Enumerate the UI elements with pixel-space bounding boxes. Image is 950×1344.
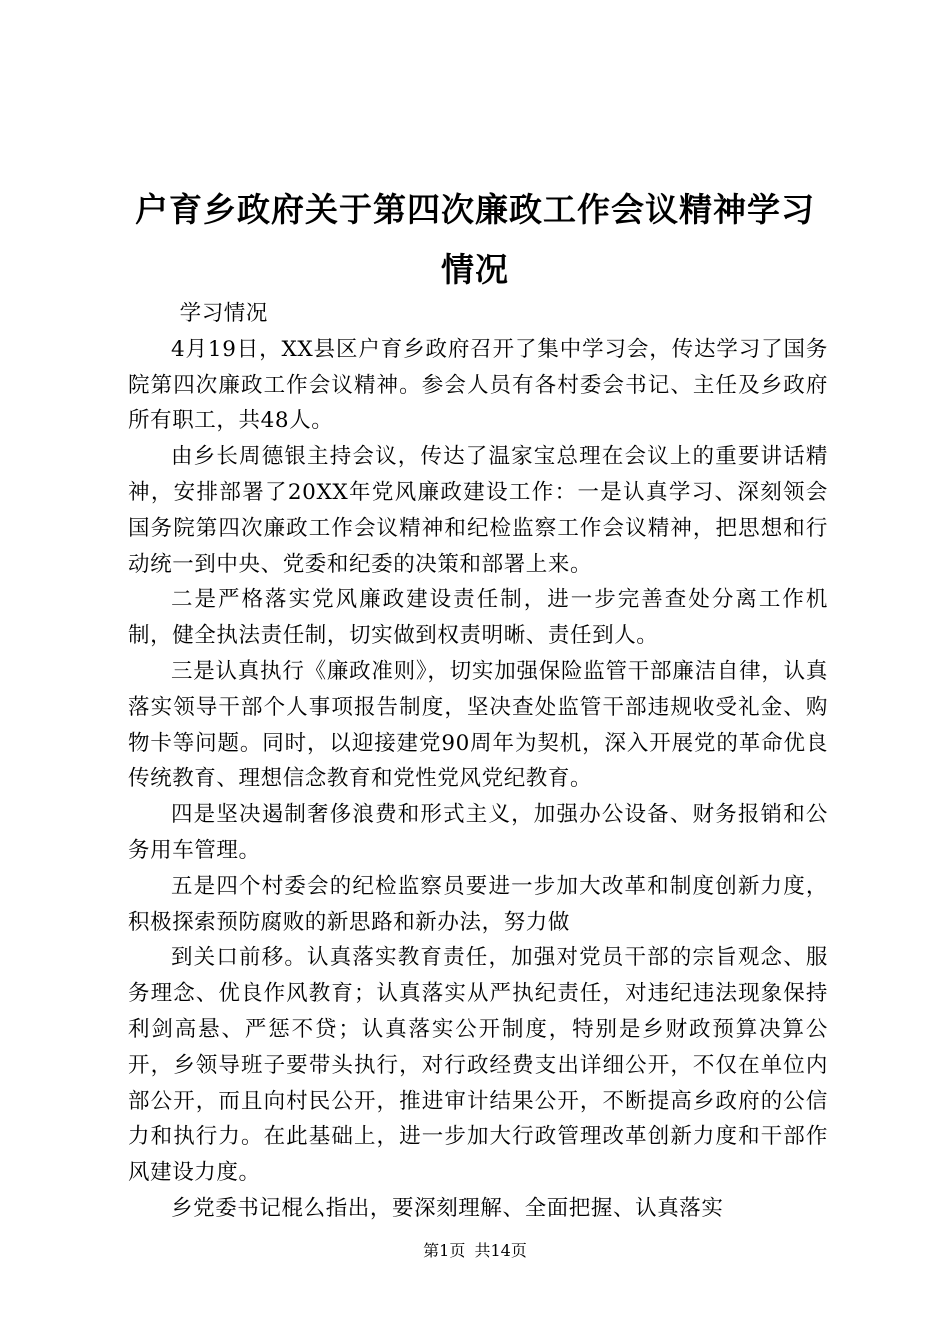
paragraph: 由乡长周德银主持会议，传达了温家宝总理在会议上的重要讲话精神，安排部署了20XX年党风廉政建设工作：一是认真学习、深刻领会国务院第四次廉政工作会议精神和纪检监察工作会议精神，把思想和行动统一到中央、党委和纪委的决策和部署上来。 — [128, 444, 828, 577]
title-line-2: 情况 — [441, 250, 509, 289]
page-total: 共14页 — [474, 1241, 527, 1260]
section-heading: 学习情况 — [179, 301, 268, 326]
paragraph: 五是四个村委会的纪检监察员要进一步加大改革和制度创新力度，积极探索预防腐败的新思路和新办法，努力做 — [128, 873, 828, 935]
title-line-1: 户育乡政府关于第四次廉政工作会议精神学习 — [135, 190, 815, 229]
document-body — [128, 296, 828, 1227]
paragraph: 4月19日，XX县区户育乡政府召开了集中学习会，传达学习了国务院第四次廉政工作会议精神。参会人员有各村委会书记、主任及乡政府所有职工，共48人。 — [128, 336, 828, 434]
paragraph: 二是严格落实党风廉政建设责任制，进一步完善查处分离工作机制，健全执法责任制，切实做到权责明晰、责任到人。 — [128, 587, 828, 649]
page-number: 第1页 — [423, 1241, 466, 1260]
paragraph: 四是坚决遏制奢侈浪费和形式主义，加强办公设备、财务报销和公务用车管理。 — [128, 802, 828, 863]
paragraph: 到关口前移。认真落实教育责任，加强对党员干部的宗旨观念、服务理念、优良作风教育；认真落实从严执纪责任，对违纪违法现象保持利剑高悬、严惩不贷；认真落实公开制度，特别是乡财政预算决算公开，乡领导班子要带头执行，对行政经费支出详细公开，不仅在单位内部公开，而且向村民公开，推进审计结果公开，不断提高乡政府的公信力和执行力。在此基础上，进一步加大行政管理改革创新力度和干部作风建设力度。 — [128, 945, 828, 1186]
document-title — [110, 180, 840, 300]
paragraph: 乡党委书记棍么指出，要深刻理解、全面把握、认真落实 — [171, 1195, 724, 1221]
page-footer — [0, 1240, 950, 1262]
paragraph: 三是认真执行《廉政准则》，切实加强保险监管干部廉洁自律，认真落实领导干部个人事项报告制度，坚决查处监管干部违规收受礼金、购物卡等问题。同时，以迎接建党90周年为契机，深入开展党的革命优良传统教育、理想信念教育和党性党风党纪教育。 — [128, 658, 828, 792]
